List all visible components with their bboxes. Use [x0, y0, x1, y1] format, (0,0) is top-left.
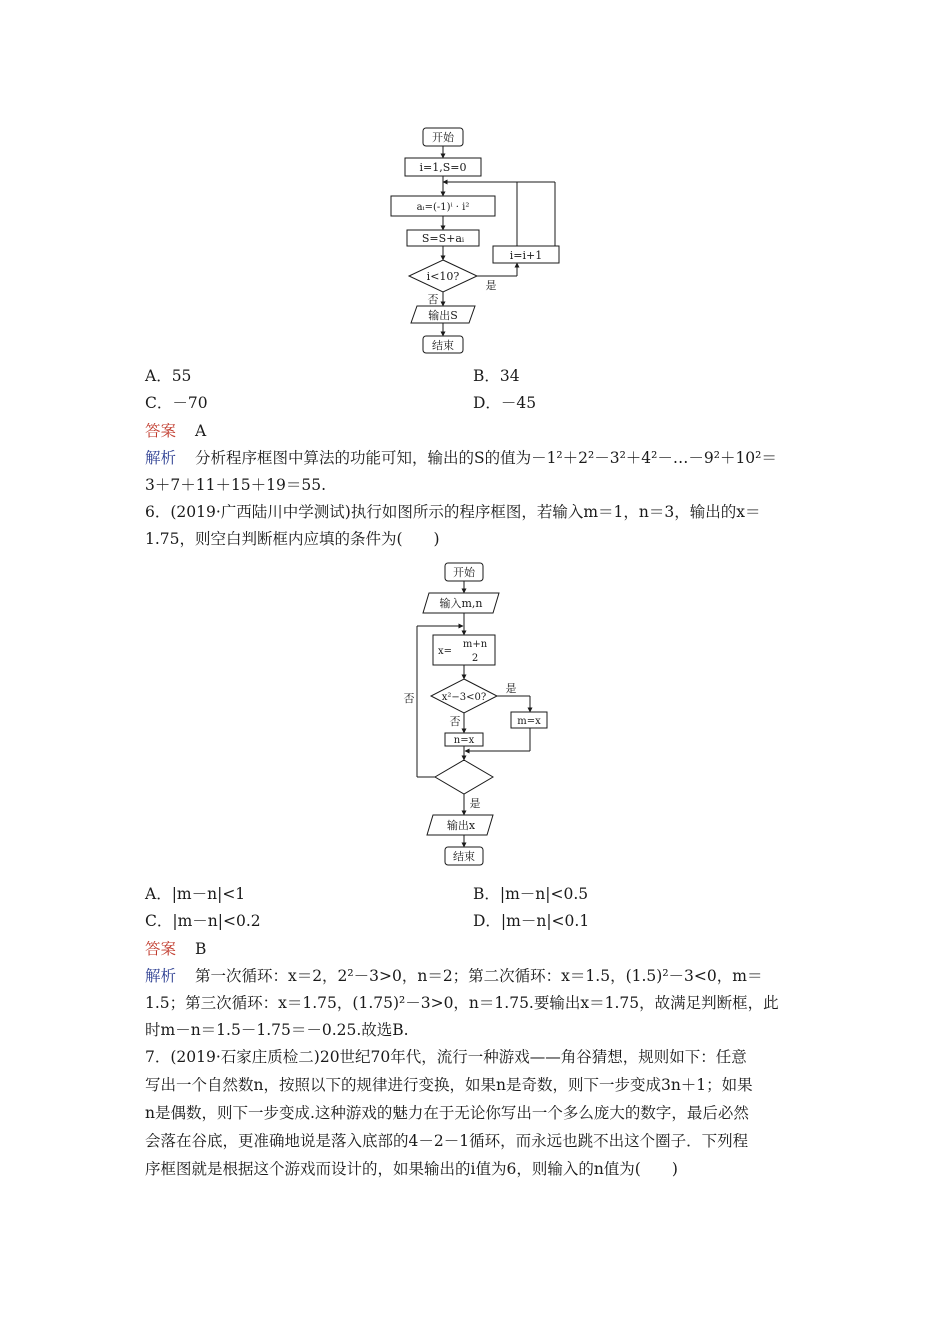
- fc1-increment-text: i=i+1: [509, 249, 543, 262]
- q6-option-c: C．|m－n|<0.2: [145, 912, 261, 930]
- fc2-no-loop-label: 否: [403, 692, 415, 705]
- q5-answer: [145, 421, 206, 441]
- fc2-blank-diamond: [435, 760, 493, 794]
- q6-option-a: A．|m－n|<1: [145, 885, 246, 903]
- q7-line3: n是偶数，则下一步变成.这种游戏的魅力在于无论你写出一个多么庞大的数字，最后必然: [145, 1104, 749, 1122]
- q6-answer-label: 答案: [145, 940, 177, 958]
- q5-analysis-label: 解析: [145, 449, 177, 467]
- fc2-yes1-label: 是: [505, 682, 517, 695]
- q7-line5: 序框图就是根据这个游戏而设计的，如果输出的i值为6，则输入的n值为( ): [145, 1160, 678, 1178]
- q6-stem-line1: 6．(2019·广西陆川中学测试)执行如图所示的程序框图，若输入m＝1，n＝3，输出的x＝: [145, 503, 761, 521]
- fc2-end-text: 结束: [453, 850, 475, 863]
- fc2-x-numerator: m+n: [462, 639, 488, 650]
- fc1-end-text: 结束: [432, 339, 454, 352]
- q7-line2: 写出一个自然数n，按照以下的规律进行变换，如果n是奇数，则下一步变成3n＋1；如果: [145, 1076, 753, 1094]
- q6-answer-value: B: [194, 940, 207, 958]
- fc2-assign-m-text: m=x: [517, 716, 541, 727]
- fc1-yes-label: 是: [485, 279, 497, 292]
- fc1-condition-text: i<10?: [426, 270, 460, 283]
- fc1-init-text: i=1,S=0: [419, 161, 467, 174]
- fc2-x-eq-text: x=: [437, 646, 453, 657]
- q5-option-d: D．－45: [473, 394, 537, 412]
- q6-analysis: [145, 966, 762, 986]
- q6-analysis-label: 解析: [145, 967, 177, 985]
- fc2-start-text: 开始: [453, 566, 475, 579]
- fc2-yes2-label: 是: [469, 797, 481, 810]
- fc1-output-text: 输出S: [428, 309, 458, 322]
- fc2-input-text: 输入m,n: [439, 597, 483, 610]
- q6-option-d: D．|m－n|<0.1: [473, 912, 590, 930]
- q6-analysis-line3: 时m－n＝1.5－1.75＝－0.25.故选B.: [145, 1021, 409, 1039]
- fc2-x-denominator: 2: [471, 653, 479, 664]
- fc1-no-label: 否: [427, 293, 439, 306]
- fc2-condition-text: x²−3<0?: [441, 692, 487, 703]
- q5-analysis: [145, 448, 777, 468]
- fc1-formula-text: aᵢ=(-1)ⁱ · i²: [416, 202, 470, 213]
- flowchart-2: [395, 555, 555, 875]
- q5-analysis-line2: 3＋7＋11＋15＋19＝55.: [145, 476, 327, 494]
- q6-analysis-line2: 1.5；第三次循环：x＝1.75，(1.75)²－3>0，n＝1.75.要输出x＝1.75，故满足判断框，此: [145, 994, 779, 1012]
- flowchart-1: [385, 120, 570, 360]
- q7-line4: 会落在谷底，更准确地说是落入底部的4－2－1循环，而永远也跳不出这个圈子．下列程: [145, 1132, 749, 1150]
- fc2-output-text: 输出x: [446, 819, 476, 832]
- q5-answer-value: A: [194, 422, 207, 440]
- q5-answer-label: 答案: [145, 422, 177, 440]
- fc2-assign-n-text: n=x: [453, 735, 475, 746]
- q6-option-b: B．|m－n|<0.5: [473, 885, 589, 903]
- q6-analysis-line1: 第一次循环：x＝2，2²－3>0，n＝2；第二次循环：x＝1.5，(1.5)²－3<0，m＝: [194, 967, 763, 985]
- fc1-sum-text: S=S+aᵢ: [421, 232, 465, 245]
- fc1-start-text: 开始: [432, 131, 454, 144]
- q5-option-c: C．－70: [145, 394, 208, 412]
- q5-analysis-line1: 分析程序框图中算法的功能可知，输出的S的值为－1²＋2²－3²＋4²－…－9²＋10²＝: [194, 449, 777, 467]
- q6-answer: [145, 939, 206, 959]
- fc2-no1-label: 否: [449, 715, 461, 728]
- q5-option-a: A．55: [145, 367, 192, 385]
- q7-line1: 7．(2019·石家庄质检二)20世纪70年代，流行一种游戏——角谷猜想，规则如下：任意: [145, 1048, 747, 1066]
- q6-stem-line2: 1.75，则空白判断框内应填的条件为( ): [145, 530, 440, 548]
- q5-option-b: B．34: [473, 367, 520, 385]
